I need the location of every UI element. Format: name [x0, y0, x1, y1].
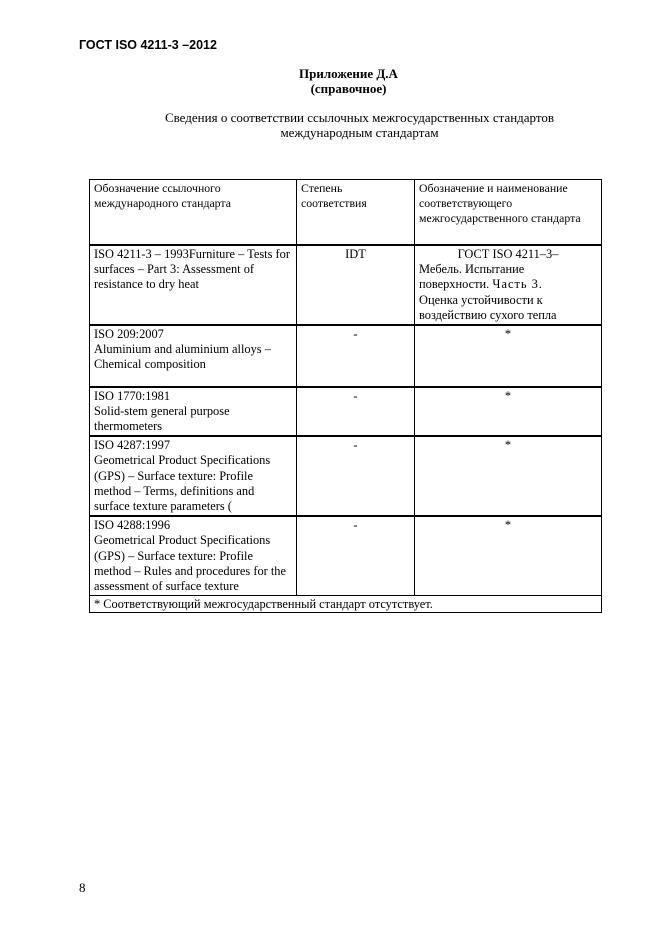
intl-standard-cell	[90, 245, 297, 325]
table-header-row	[90, 180, 602, 245]
appendix-heading	[0, 66, 661, 96]
intro-line-2: международным стандартам	[280, 125, 439, 140]
table-footnote-row	[90, 595, 602, 612]
gost-standard-cell: *	[415, 436, 602, 516]
appendix-intro	[0, 110, 661, 140]
degree-cell: -	[297, 436, 415, 516]
gost-standard-cell: *	[415, 325, 602, 387]
intl-standard-cell	[90, 516, 297, 596]
gost-code: ГОСТ ISO 4211–3–	[457, 246, 559, 261]
table-row	[90, 436, 602, 516]
intl-standard-title: Solid-stem general purpose thermometers	[94, 403, 230, 434]
intl-standard-cell	[90, 387, 297, 436]
document-code-header: ГОСТ ISO 4211-3 –2012	[79, 38, 217, 52]
intl-standard-code: ISO 209:2007	[94, 326, 164, 341]
table-row	[90, 516, 602, 596]
intl-standard-title: Geometrical Product Specifications (GPS) – Surface texture: Profile method – Rules and procedures for the assessment of surface texture	[94, 533, 287, 594]
gost-title-line: Мебель. Испытание	[419, 261, 525, 276]
page-number: 8	[79, 880, 86, 895]
degree-cell: -	[297, 387, 415, 436]
degree-cell: -	[297, 516, 415, 596]
intl-standard-cell	[90, 436, 297, 516]
gost-part-label: Часть 3.	[492, 277, 543, 292]
intl-standard-cell	[90, 325, 297, 387]
intl-standard-title: Aluminium and aluminium alloys – Chemical composition	[94, 341, 271, 372]
reference-standards-table	[89, 179, 602, 613]
gost-title-line: Оценка устойчивости к	[419, 292, 543, 307]
table-row	[90, 325, 602, 387]
intl-standard-text: ISO 4211-3 – 1993Furniture – Tests for surfaces – Part 3: Assessment of resistance to dry heat	[94, 246, 290, 292]
gost-title-fragment: поверхности.	[419, 277, 490, 292]
header-degree: Степень соответствия	[297, 180, 415, 245]
appendix-title: Приложение Д.А	[299, 66, 398, 81]
intro-line-1: Сведения о соответствии ссылочных межгосударственных стандартов	[164, 110, 555, 125]
degree-cell: IDT	[297, 245, 415, 325]
gost-title-line	[419, 277, 597, 292]
appendix-subtitle: (справочное)	[310, 81, 387, 96]
degree-cell: -	[297, 325, 415, 387]
header-gost-standard: Обозначение и наименование соответствующего межгосударственного стандарта	[415, 180, 602, 245]
table-row	[90, 245, 602, 325]
table-row	[90, 387, 602, 436]
intl-standard-code: ISO 4287:1997	[94, 437, 171, 452]
table-footnote: * Соответствующий межгосударственный стандарт отсутствует.	[90, 595, 602, 612]
intl-standard-code: ISO 1770:1981	[94, 388, 171, 403]
intl-standard-code: ISO 4288:1996	[94, 517, 171, 532]
intl-standard-title: Geometrical Product Specifications (GPS) – Surface texture: Profile method – Terms, definitions and surface texture parameters (	[94, 453, 271, 514]
gost-standard-cell	[415, 245, 602, 325]
header-intl-standard: Обозначение ссылочного международного стандарта	[90, 180, 297, 245]
gost-title-line: воздействию сухого тепла	[419, 308, 557, 323]
gost-standard-cell: *	[415, 387, 602, 436]
gost-standard-cell: *	[415, 516, 602, 596]
